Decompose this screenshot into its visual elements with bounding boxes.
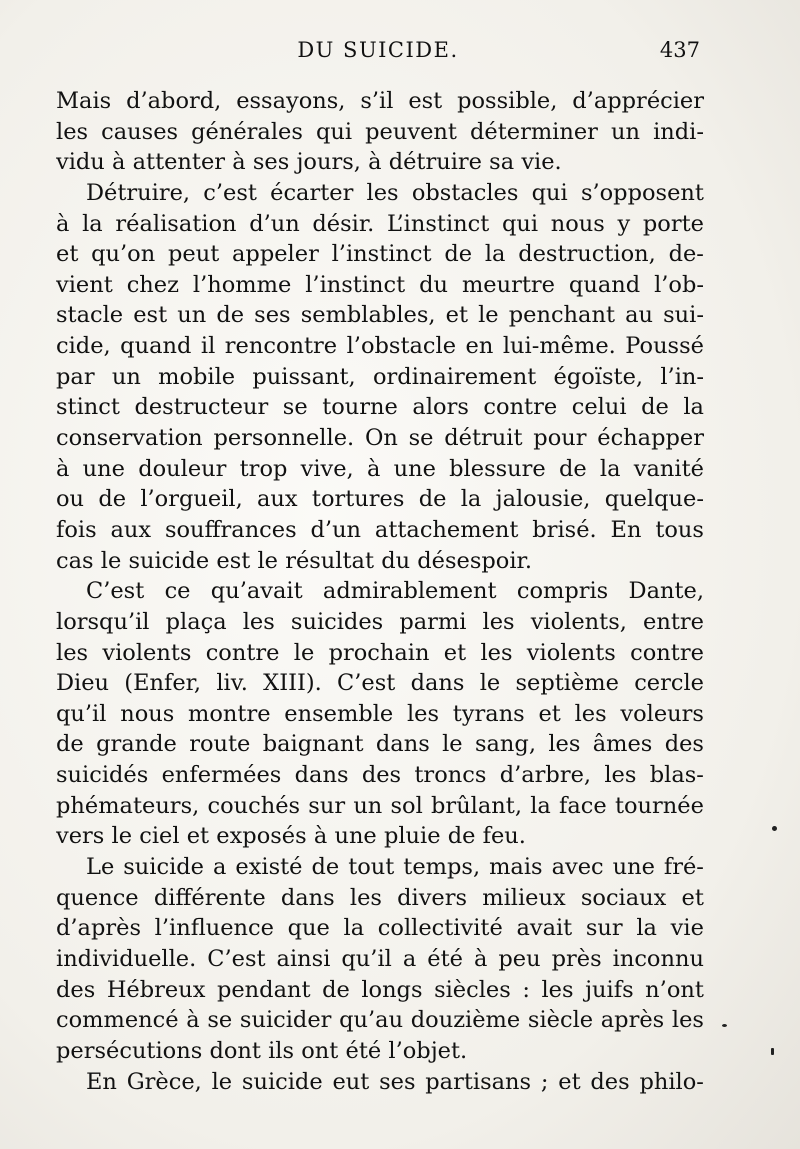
text-line: lorsqu’il plaça les suicides parmi les violents, entre bbox=[56, 608, 704, 635]
text-line: suicidés enfermées dans des troncs d’arbre, les blas- bbox=[56, 762, 704, 789]
text-line: Dieu (Enfer, liv. XIII). C’est dans le septième cercle bbox=[56, 670, 704, 697]
ink-speck bbox=[722, 1024, 727, 1027]
text-line: vient chez l’homme l’instinct du meurtre quand l’ob- bbox=[56, 271, 704, 298]
text-line: qu’il nous montre ensemble les tyrans et les voleurs bbox=[56, 700, 704, 727]
text-line: individuelle. C’est ainsi qu’il a été à peu près inconnu bbox=[56, 945, 704, 972]
text-line: à une douleur trop vive, à une blessure de la vanité bbox=[56, 455, 704, 482]
text-line: persécutions dont ils ont été l’objet. bbox=[56, 1037, 468, 1064]
text-line: des Hébreux pendant de longs siècles : les juifs n’ont bbox=[56, 976, 704, 1003]
text-line: fois aux souffrances d’un attachement brisé. En tous bbox=[56, 516, 704, 543]
text-line: ou de l’orgueil, aux tortures de la jalousie, quelque- bbox=[56, 486, 704, 513]
text-line: Le suicide a existé de tout temps, mais avec une fré- bbox=[86, 854, 704, 881]
text-line: vidu à attenter à ses jours, à détruire sa vie. bbox=[56, 149, 562, 176]
text-line: par un mobile puissant, ordinairement égoïste, l’in- bbox=[56, 363, 704, 390]
text-line: cas le suicide est le résultat du désespoir. bbox=[56, 547, 532, 574]
text-line: En Grèce, le suicide eut ses partisans ; et des philo- bbox=[86, 1068, 704, 1095]
text-line: et qu’on peut appeler l’instinct de la destruction, de- bbox=[56, 241, 704, 268]
text-line: d’après l’influence que la collectivité avait sur la vie bbox=[56, 915, 704, 942]
text-line: conservation personnelle. On se détruit pour échapper bbox=[56, 425, 704, 452]
ink-speck bbox=[771, 1048, 774, 1055]
body-text bbox=[56, 86, 704, 1097]
text-line: stinct destructeur se tourne alors contre celui de la bbox=[56, 394, 704, 421]
page-header bbox=[56, 38, 700, 74]
ink-speck bbox=[772, 826, 777, 831]
page-number: 437 bbox=[659, 38, 700, 62]
text-line: Détruire, c’est écarter les obstacles qui s’opposent bbox=[86, 179, 704, 206]
text-line: les causes générales qui peuvent déterminer un indi- bbox=[56, 118, 704, 145]
running-head: DU SUICIDE. bbox=[297, 38, 459, 62]
text-line: les violents contre le prochain et les violents contre bbox=[56, 639, 704, 666]
text-line: à la réalisation d’un désir. L’instinct qui nous y porte bbox=[56, 210, 704, 237]
text-line: phémateurs, couchés sur un sol brûlant, la face tournée bbox=[56, 792, 704, 819]
text-line: Mais d’abord, essayons, s’il est possible, d’apprécier bbox=[56, 88, 704, 114]
text-line: quence différente dans les divers milieux sociaux et bbox=[56, 884, 704, 911]
text-line: stacle est un de ses semblables, et le penchant au sui- bbox=[56, 302, 704, 329]
text-line: C’est ce qu’avait admirablement compris Dante, bbox=[86, 578, 704, 605]
text-line: cide, quand il rencontre l’obstacle en lui-même. Poussé bbox=[56, 333, 704, 360]
text-line: commencé à se suicider qu’au douzième siècle après les bbox=[56, 1007, 704, 1034]
text-line: vers le ciel et exposés à une pluie de feu. bbox=[56, 823, 526, 850]
text-line: de grande route baignant dans le sang, les âmes des bbox=[56, 731, 704, 758]
